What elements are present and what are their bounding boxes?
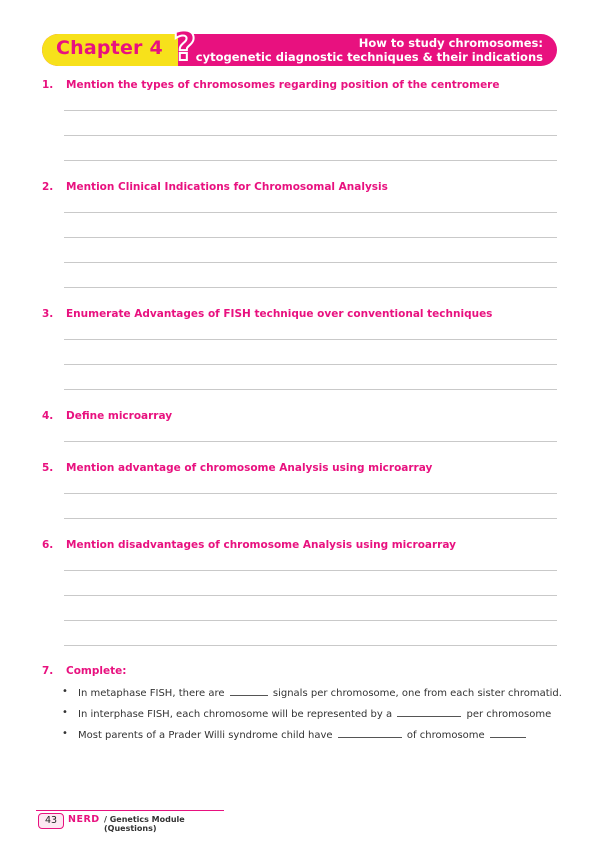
answer-line[interactable] xyxy=(64,389,557,390)
answer-line[interactable] xyxy=(64,339,557,340)
answer-line[interactable] xyxy=(64,287,557,288)
chapter-title: Chapter 4 xyxy=(56,37,163,59)
module-name: / Genetics Module (Questions) xyxy=(104,815,185,833)
answer-line[interactable] xyxy=(64,160,557,161)
answer-line[interactable] xyxy=(64,135,557,136)
question-text: Define microarray xyxy=(66,410,173,422)
subtitle-line-2: cytogenetic diagnostic techniques & their indications xyxy=(195,50,543,64)
answer-line[interactable] xyxy=(64,364,557,365)
answer-line[interactable] xyxy=(64,595,557,596)
complete-item-3 xyxy=(62,728,562,749)
bullet-icon: • xyxy=(62,707,68,718)
footer-divider xyxy=(36,810,224,811)
question-number: 4. xyxy=(42,410,54,422)
item-text: In interphase FISH, each chromosome will be represented by a xyxy=(78,709,393,720)
question-number: 2. xyxy=(42,181,54,193)
page-number: 43 xyxy=(38,813,64,829)
answer-line[interactable] xyxy=(64,518,557,519)
bullet-icon: • xyxy=(62,728,68,739)
item-text: per chromosome xyxy=(466,709,552,720)
item-text: signals per chromosome, one from each sister chromatid. xyxy=(272,688,562,699)
question-text: Mention advantage of chromosome Analysis using microarray xyxy=(66,462,433,474)
fill-blank[interactable] xyxy=(338,728,402,738)
fill-blank[interactable] xyxy=(397,707,461,717)
fill-blank[interactable] xyxy=(490,728,526,738)
answer-line[interactable] xyxy=(64,237,557,238)
chapter-header xyxy=(42,24,557,70)
answer-line[interactable] xyxy=(64,570,557,571)
question-text: Complete: xyxy=(66,665,127,677)
item-text: In metaphase FISH, there are xyxy=(78,688,225,699)
item-text: Most parents of a Prader Willi syndrome child have xyxy=(78,730,333,741)
question-number: 7. xyxy=(42,665,54,677)
brand-logo: NERD xyxy=(68,814,100,825)
answer-line[interactable] xyxy=(64,620,557,621)
chapter-subtitle xyxy=(183,36,543,64)
subtitle-line-1: How to study chromosomes: xyxy=(358,36,543,50)
answer-line[interactable] xyxy=(64,645,557,646)
answer-line[interactable] xyxy=(64,212,557,213)
question-number: 6. xyxy=(42,539,54,551)
page-footer xyxy=(36,810,226,833)
complete-item-1 xyxy=(62,686,562,707)
question-number: 5. xyxy=(42,462,54,474)
answer-line[interactable] xyxy=(64,110,557,111)
question-text: Enumerate Advantages of FISH technique over conventional techniques xyxy=(66,308,493,320)
fill-blank[interactable] xyxy=(230,686,268,696)
complete-item-2 xyxy=(62,707,562,728)
answer-line[interactable] xyxy=(64,441,557,442)
question-text: Mention the types of chromosomes regarding position of the centromere xyxy=(66,79,500,91)
answer-line[interactable] xyxy=(64,262,557,263)
question-text: Mention disadvantages of chromosome Analysis using microarray xyxy=(66,539,456,551)
answer-line[interactable] xyxy=(64,493,557,494)
item-text: of chromosome xyxy=(406,730,485,741)
question-mark-icon: ? xyxy=(173,24,197,70)
complete-list xyxy=(62,686,562,749)
question-number: 1. xyxy=(42,79,54,91)
bullet-icon: • xyxy=(62,686,68,697)
question-number: 3. xyxy=(42,308,54,320)
question-text: Mention Clinical Indications for Chromosomal Analysis xyxy=(66,181,388,193)
